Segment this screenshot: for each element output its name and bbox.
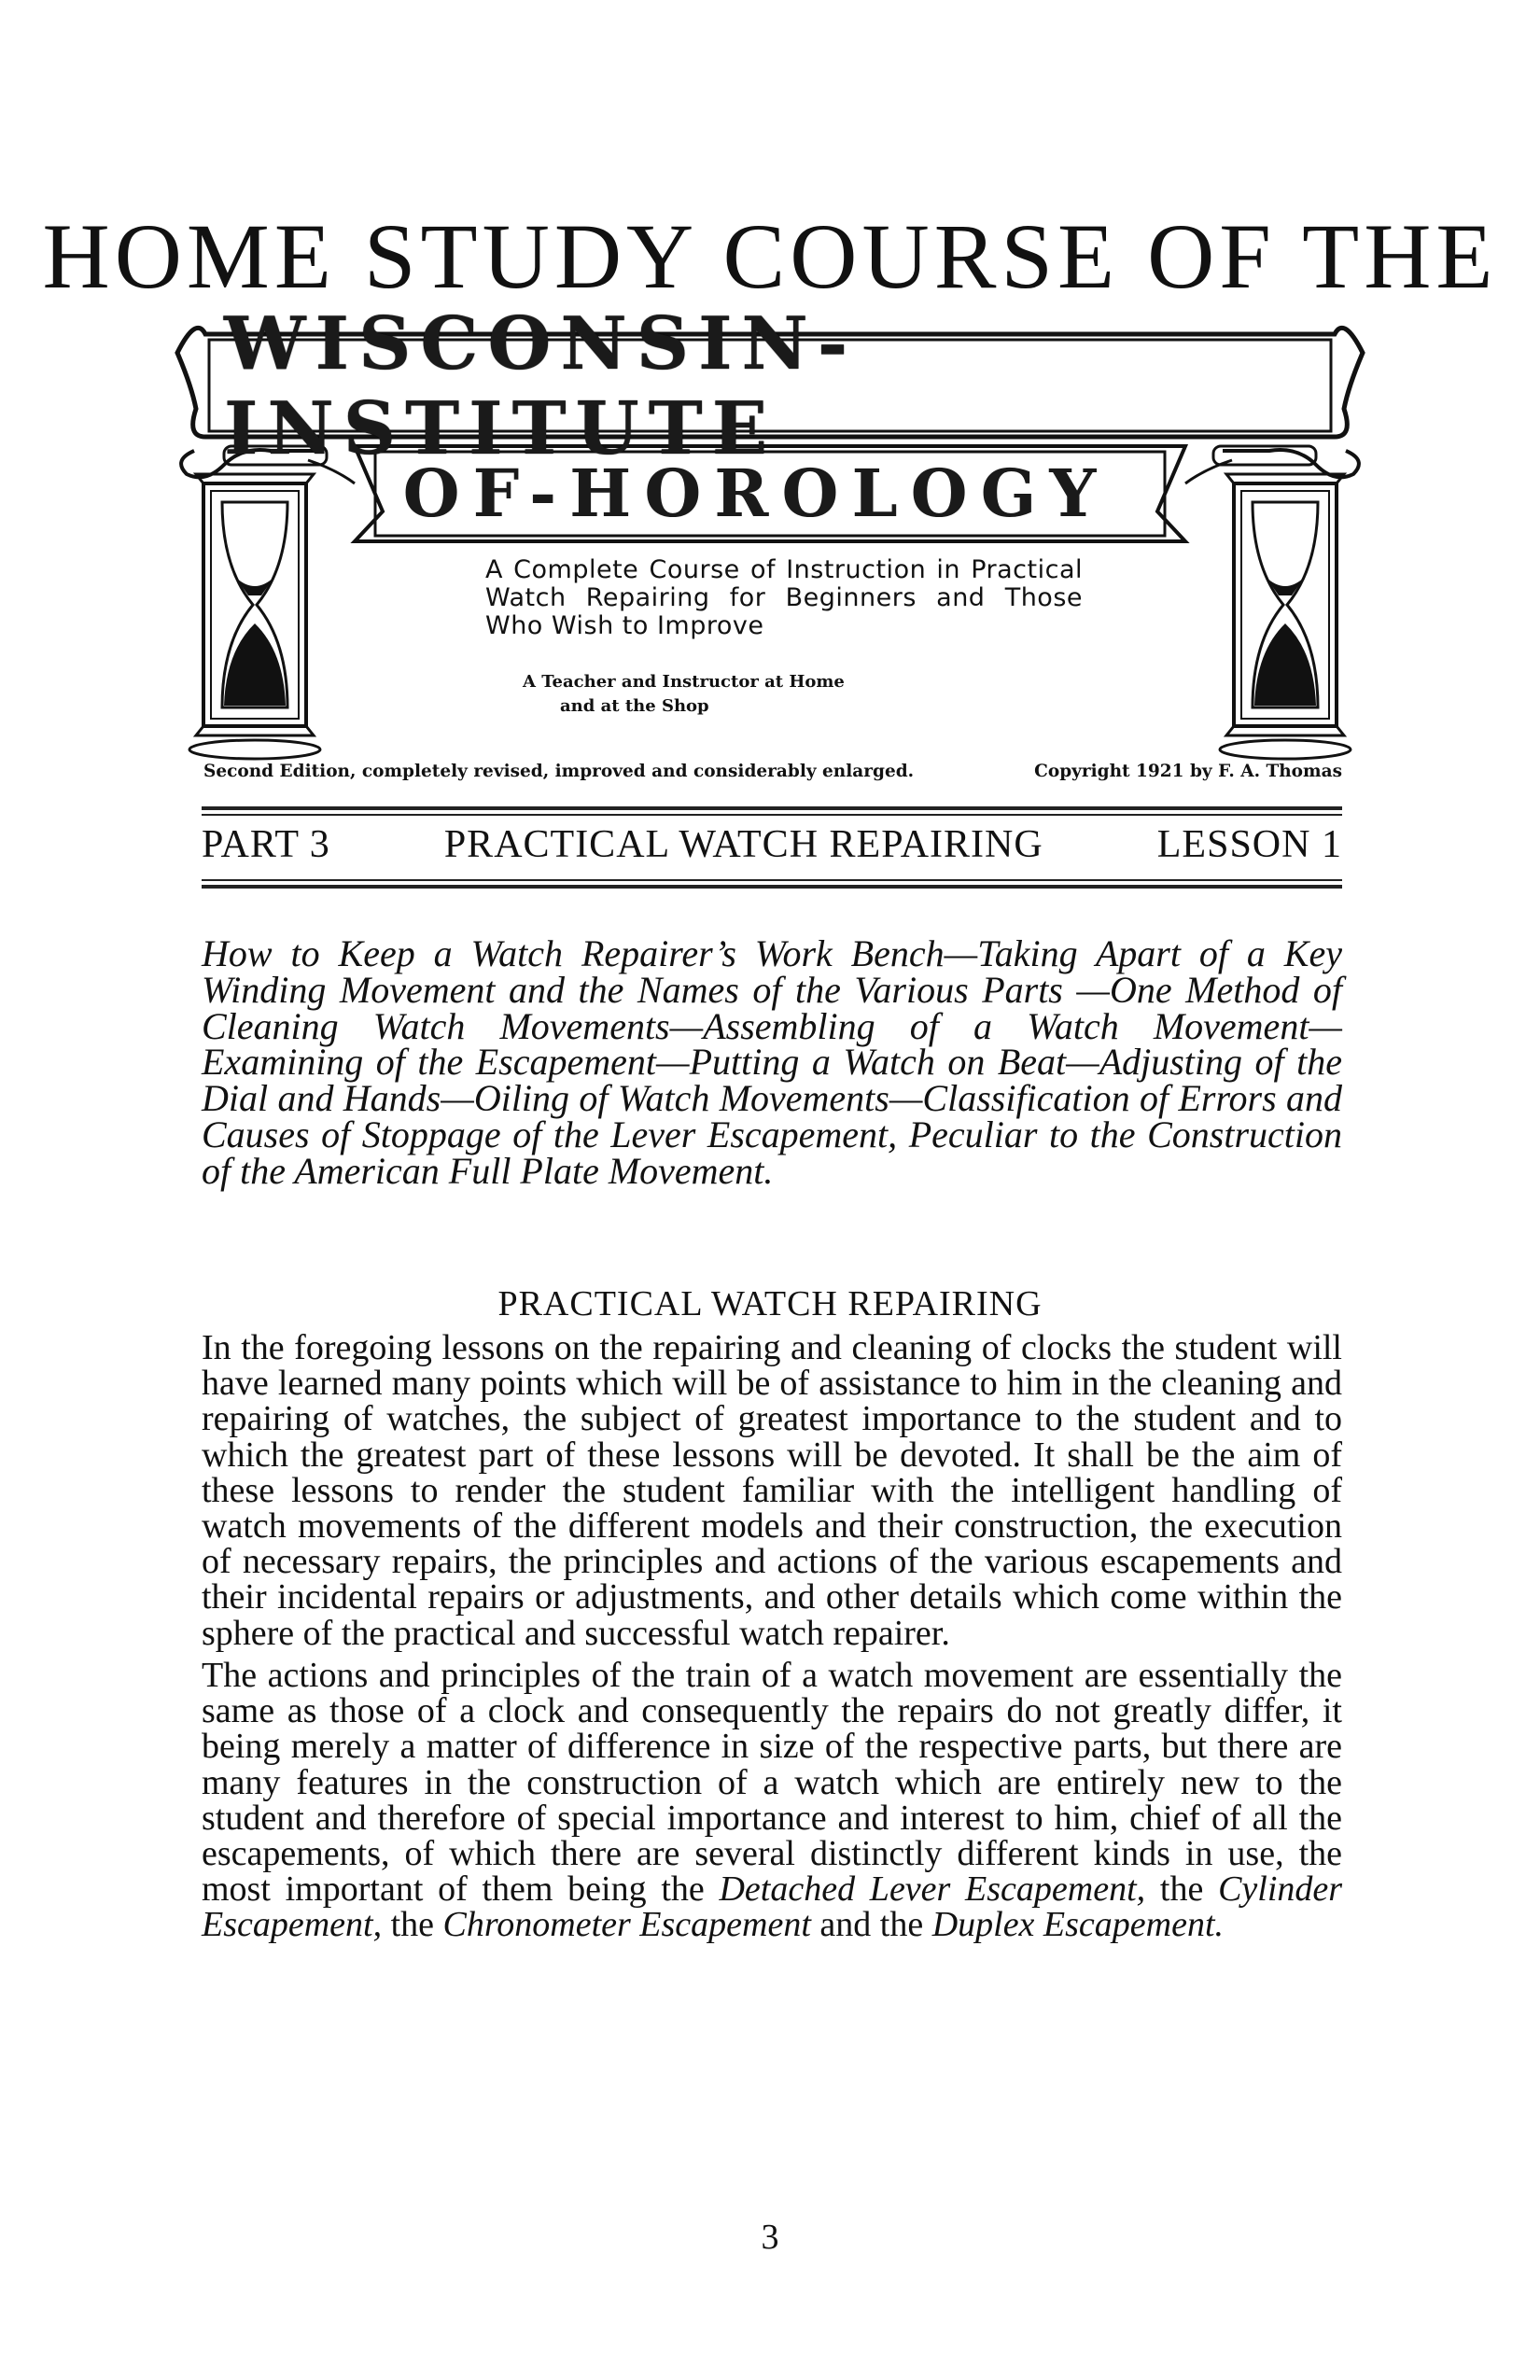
logo-institute-name: WISCONSIN-INSTITUTE bbox=[224, 301, 858, 471]
paragraph-2-em-chronometer: Chronometer Escapement bbox=[442, 1905, 811, 1945]
teacher-line-2: and at the Shop bbox=[560, 696, 709, 716]
paragraph-2-em-cylinder: Cylinder Escapement, bbox=[202, 1869, 1343, 1945]
page-number: 3 bbox=[761, 2218, 779, 2257]
paragraph-1: In the foregoing lessons on the repairing and cleaning of clocks the student will have learned many points which will be of assistance to him in the cleaning and repairing of watches, the subject of greatest importance to the student and to which the greatest part of these lessons will be devoted. It shall be the aim of these lessons to render the student familiar with the intelligent handling of watch movements of the different models and their construction, the execution of necessary repairs, the principles and actions of the various escapements and their incidental repairs or adjustments, and other details which come within the sphere of the practical and successful watch repairer. bbox=[202, 1328, 1342, 1653]
institute-logo-banner bbox=[168, 297, 1372, 782]
paragraph-2-text-b: the bbox=[1159, 1869, 1204, 1910]
paragraph-2-text-a: The actions and principles of the train of a watch movement are essentially the same as those of a clock and consequently the repairs do not greatly differ, it being merely a matter of difference in size of the respective parts, but there are many features in the construction of a watch which are entirely new to the student and therefore of special importance and interest to him, chief of all the escapements, of which there are several distinctly different kinds in use, the most important of them being the bbox=[202, 1656, 1342, 1910]
part-title: PRACTICAL WATCH REPAIRING bbox=[443, 823, 1043, 866]
rule-bottom-thick bbox=[202, 885, 1342, 889]
part-label: PART 3 bbox=[202, 823, 330, 866]
section-title: PRACTICAL WATCH REPAIRING bbox=[497, 1284, 1043, 1323]
logo-horology: OF-HOROLOGY bbox=[402, 454, 1110, 532]
paragraph-2-em-detached-lever: Detached Lever Escapement, bbox=[719, 1869, 1146, 1910]
paragraph-2-em-duplex: Duplex Escapement. bbox=[931, 1905, 1225, 1945]
lesson-summary: How to Keep a Watch Repairer’s Work Bench—Taking Apart of a Key Winding Movement and the Names of the Various Parts —One Method of Cleaning Watch Movements—Assembling of a Watch Movement—Examining of the Escapement—Putting a Watch on Beat—Adjusting of the Dial and Hands—Oiling of Watch Movements—Classification of Errors and Causes of Stoppage of the Lever Escapement, Peculiar to the Construction of the American Full Plate Movement. bbox=[202, 932, 1342, 1192]
edition-note bbox=[203, 762, 1342, 781]
course-title: HOME STUDY COURSE OF THE bbox=[42, 204, 1498, 308]
part-header bbox=[202, 825, 1342, 864]
course-subtitle: A Complete Course of Instruction in Practical Watch Repairing for Beginners and Those Who Wish to Improve bbox=[485, 555, 1083, 640]
lesson-label: LESSON 1 bbox=[1156, 823, 1342, 866]
rule-top-thin bbox=[202, 814, 1342, 816]
paragraph-2 bbox=[202, 1658, 1342, 1943]
teacher-tagline bbox=[523, 670, 989, 719]
edition-text: Second Edition, completely revised, improved and considerably enlarged. bbox=[203, 762, 915, 781]
rule-bottom-thin bbox=[202, 879, 1342, 881]
copyright-text: Copyright 1921 by F. A. Thomas bbox=[1034, 762, 1342, 781]
paragraph-2-text-c: the bbox=[390, 1905, 435, 1945]
teacher-line-1: A Teacher and Instructor at Home bbox=[523, 672, 845, 692]
paragraph-2-text-d: and the bbox=[819, 1905, 924, 1945]
rule-top-thick bbox=[202, 806, 1342, 810]
